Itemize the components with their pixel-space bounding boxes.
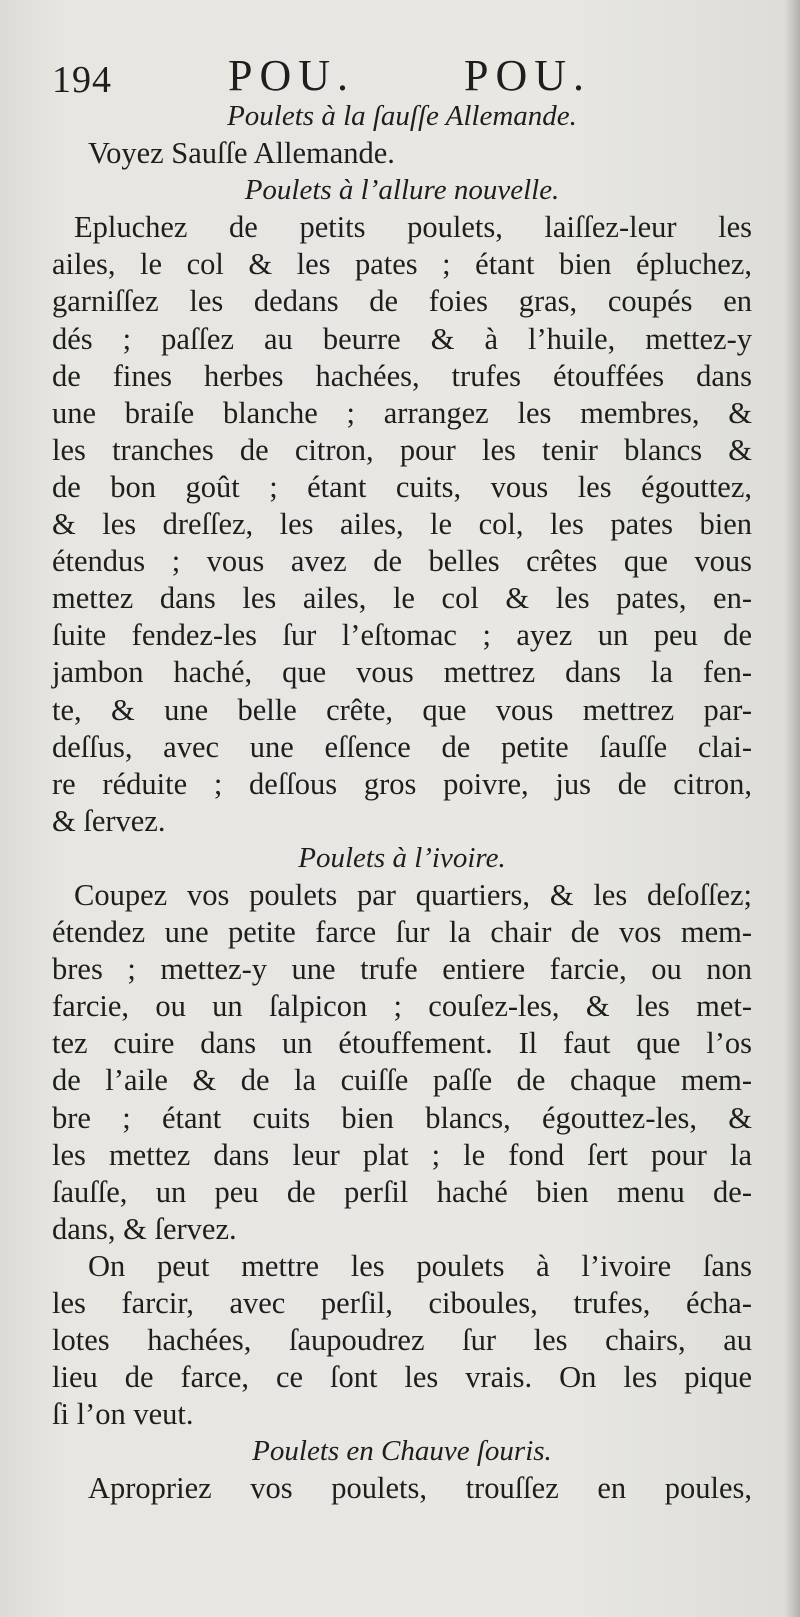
text-line: bres ; mettez-y une trufe entiere farcie, ou non bbox=[52, 952, 752, 987]
text-line: bre ; étant cuits bien blancs, égouttez-les, & bbox=[52, 1100, 752, 1135]
text-line: lieu de farce, ce ſont les vrais. On les pique bbox=[52, 1360, 752, 1395]
section-heading: Poulets à l’allure nouvelle. bbox=[244, 174, 560, 207]
text-line: re réduite ; deſſous gros poivre, jus de citron, bbox=[52, 766, 752, 801]
text-line: jambon haché, que vous mettrez dans la fen- bbox=[52, 655, 752, 690]
text-line: dans, & ſervez. bbox=[52, 1211, 237, 1246]
text-line: On peut mettre les poulets à l’ivoire ſans bbox=[88, 1248, 752, 1283]
text-line: les farcir, avec perſil, ciboules, trufes, écha- bbox=[52, 1286, 752, 1320]
section-heading: Poulets en Chauve ſouris. bbox=[252, 1435, 552, 1468]
section-heading: Poulets à l’ivoire. bbox=[298, 841, 506, 874]
running-head-right: POU. bbox=[464, 51, 592, 100]
page-edge-shadow bbox=[784, 0, 800, 1617]
running-head-left: POU. bbox=[228, 51, 356, 100]
text-line: une braiſe blanche ; arrangez les membres, & bbox=[52, 395, 752, 430]
text-line: les mettez dans leur plat ; le fond ſert pour la bbox=[52, 1137, 752, 1172]
body-text bbox=[52, 98, 752, 1508]
text-line: les tranches de citron, pour les tenir blancs & bbox=[52, 432, 752, 467]
text-line: tez cuire dans un étouffement. Il faut que l’os bbox=[52, 1026, 752, 1061]
text-line: lotes hachées, ſaupoudrez ſur les chairs, au bbox=[52, 1323, 752, 1358]
text-line: étendus ; vous avez de belles crêtes que vous bbox=[52, 544, 752, 579]
text-line: deſſus, avec une eſſence de petite ſauſſe clai- bbox=[52, 729, 752, 764]
text-line: garniſſez les dedans de foies gras, coupés en bbox=[52, 284, 752, 319]
text-line: mettez dans les ailes, le col & les pates, en- bbox=[52, 581, 752, 616]
text-line: te, & une belle crête, que vous mettrez par- bbox=[52, 692, 752, 727]
section-heading: Poulets à la ſauſſe Allemande. bbox=[227, 100, 577, 132]
text-line: de fines herbes hachées, trufes étouffées dans bbox=[52, 358, 752, 393]
text-line: & ſervez. bbox=[52, 803, 166, 838]
text-line: de bon goût ; étant cuits, vous les égouttez, bbox=[52, 469, 752, 504]
text-line: ſuite fendez-les ſur l’eſtomac ; ayez un peu de bbox=[52, 618, 752, 653]
text-line: Voyez Sauſſe Allemande. bbox=[88, 136, 395, 171]
text-line: de l’aile & de la cuiſſe paſſe de chaque mem- bbox=[52, 1063, 752, 1098]
text-line: farcie, ou un ſalpicon ; couſez-les, & les met- bbox=[52, 989, 752, 1024]
text-line: Epluchez de petits poulets, laiſſez-leur les bbox=[74, 210, 752, 245]
text-line: dés ; paſſez au beurre & à l’huile, mettez-y bbox=[52, 321, 752, 356]
text-line: ſauſſe, un peu de perſil haché bien menu de- bbox=[52, 1174, 752, 1209]
text-line: ailes, le col & les pates ; étant bien épluchez, bbox=[52, 247, 752, 282]
text-line: étendez une petite farce ſur la chair de vos mem- bbox=[52, 915, 752, 950]
text-line: Apropriez vos poulets, trouſſez en poules, bbox=[88, 1471, 752, 1506]
text-line: ſi l’on veut. bbox=[52, 1397, 194, 1432]
page-number: 194 bbox=[52, 59, 112, 101]
text-line: Coupez vos poulets par quartiers, & les deſoſſez; bbox=[74, 877, 752, 912]
text-line: & les dreſſez, les ailes, le col, les pates bien bbox=[52, 507, 752, 542]
